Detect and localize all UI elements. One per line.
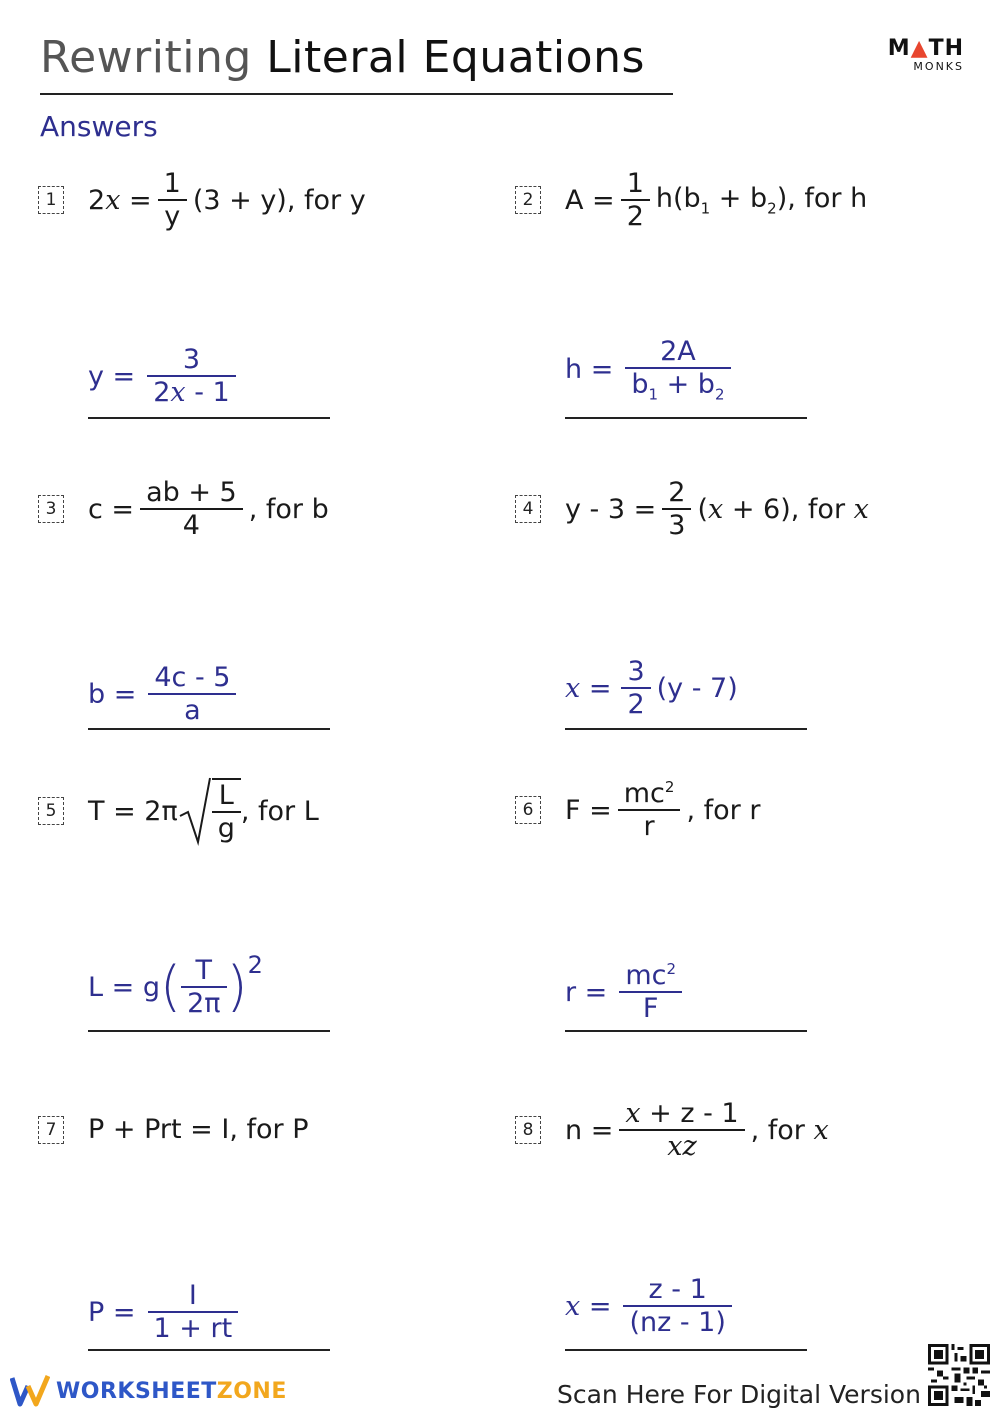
title-rule [40,93,673,95]
problem-6: 6 F = $\frac{mc^2}{r}$ , for r [515,778,760,842]
problem-number: 6 [515,796,541,824]
problem-number: 5 [38,797,64,825]
answer-line-7 [88,1349,330,1351]
answer-line-1 [88,417,330,419]
problem-number: 4 [515,495,541,523]
answer-line-3 [88,728,330,730]
title-light: Rewriting [40,32,252,83]
scan-text: Scan Here For Digital Version [557,1380,921,1409]
triangle-icon: ▲ [910,36,929,61]
problem-4: 4 y - 3 = $\frac{2}{3}$ (x + 6), for x [515,477,869,541]
answer-line-2 [565,417,807,419]
problem-3: 3 c = $\frac{ab + 5}{4}$ , for b [38,477,329,541]
answer-6: r = $\frac{mc^2}{F}$ [565,960,688,1024]
problem-number: 2 [515,186,541,214]
answer-line-6 [565,1030,807,1032]
answer-8: x = $\frac{z - 1}{(nz - 1)}$ [565,1274,738,1338]
answer-line-4 [565,728,807,730]
problem-number: 8 [515,1116,541,1144]
problem-number: 7 [38,1116,64,1144]
answer-line-8 [565,1349,807,1351]
radical-icon [178,776,212,846]
answers-heading: Answers [40,110,158,143]
worksheetzone-logo[interactable]: WORKSHEETZONE [10,1374,287,1408]
worksheetzone-w-icon [10,1374,50,1408]
square-root: $\frac{L}{g}$ [178,776,241,846]
problem-1: 1 2x = $\frac{1}{y}$ (3 + y), for y [38,168,366,232]
answer-3: b = $\frac{4c - 5}{a}$ [88,662,242,726]
page-title [40,32,645,83]
answer-5: L = g ( $\frac{T}{2\pi}$ ) 2 [88,951,263,1020]
problem-number: 3 [38,495,64,523]
answer-2: h = $\frac{2A}{b_1 + b_2}$ [565,336,737,404]
mathmonks-logo: M▲TH MONKS [887,36,964,73]
answer-7: P = $\frac{I}{1 + rt}$ [88,1280,244,1344]
problem-number: 1 [38,186,64,214]
answer-line-5 [88,1030,330,1032]
problem-5: 5 T = 2π $\frac{L}{g}$ , for L [38,776,319,846]
problem-8: 8 n = $\frac{x + z - 1}{xz}$ , for x [515,1098,829,1162]
problem-2: 2 A = $\frac{1}{2}$ $h(b_1 + b_2)$, for h [515,168,867,232]
title-dark: Literal Equations [266,32,645,83]
qr-code-icon[interactable] [928,1344,990,1406]
problem-7: 7 P + Prt = I, for P [38,1114,308,1145]
answer-4: x = $\frac{3}{2}$ (y - 7) [565,656,738,721]
answer-1: y = $\frac{3}{2x - 1}$ [88,344,242,408]
